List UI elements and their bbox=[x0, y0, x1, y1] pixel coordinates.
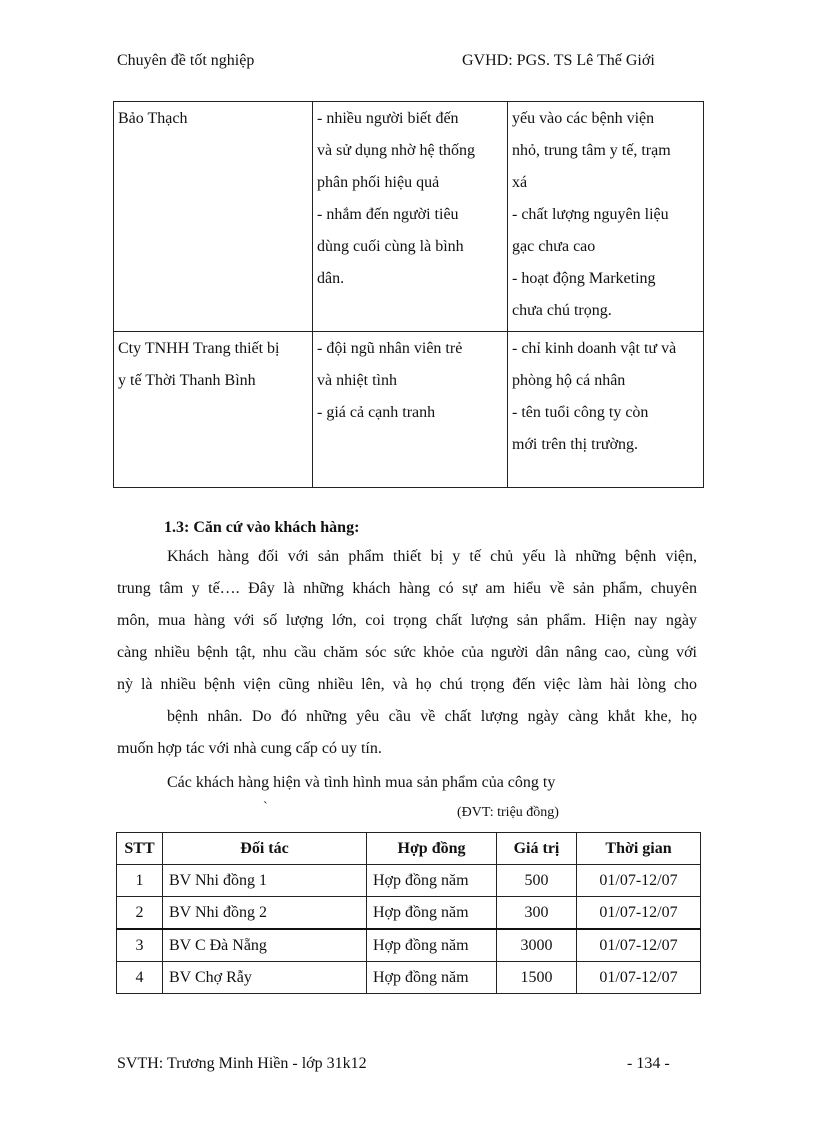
paragraph-line: nỳ là nhiều bệnh viện cũng nhiều lên, và họ chú trọng đến việc làm hài lòng cho bbox=[117, 676, 697, 693]
cell-partner: BV Chợ Rẫy bbox=[163, 962, 367, 994]
competitor-name: Bảo Thạch bbox=[114, 102, 313, 332]
cell-value: 500 bbox=[497, 865, 577, 897]
table-caption: Các khách hàng hiện và tình hình mua sản phẩm của công ty bbox=[167, 774, 556, 791]
table-row bbox=[117, 897, 701, 930]
unit-note: (ĐVT: triệu đồng) bbox=[457, 805, 559, 820]
table-header-row bbox=[117, 833, 701, 865]
competitor-table bbox=[113, 101, 704, 488]
cell-period: 01/07-12/07 bbox=[577, 962, 701, 994]
cell-period: 01/07-12/07 bbox=[577, 897, 701, 930]
paragraph-line: môn, mua hàng với số lượng lớn, coi trọng chất lượng sản phẩm. Hiện nay ngày bbox=[117, 612, 697, 629]
table-row bbox=[114, 332, 704, 488]
cell-contract: Hợp đồng năm bbox=[367, 962, 497, 994]
header-value: Giá trị bbox=[497, 833, 577, 865]
cell-stt: 2 bbox=[117, 897, 163, 930]
paragraph-line: trung tâm y tế…. Đây là những khách hàng có sự am hiểu về sản phẩm, chuyên bbox=[117, 580, 697, 597]
cell-stt: 1 bbox=[117, 865, 163, 897]
paragraph-line: bệnh nhân. Do đó những yêu cầu về chất lượng ngày càng khắt khe, họ bbox=[167, 708, 697, 725]
competitor-strengths: - nhiều người biết đến và sử dụng nhờ hệ thống phân phối hiệu quả - nhắm đến người tiêu dùng cuối cùng là bình dân. bbox=[313, 102, 508, 332]
footer-left: SVTH: Trương Minh Hiền - lớp 31k12 bbox=[117, 1055, 367, 1072]
header-right: GVHD: PGS. TS Lê Thế Giới bbox=[462, 52, 655, 69]
competitor-weaknesses: - chỉ kinh doanh vật tư và phòng hộ cá nhân - tên tuổi công ty còn mới trên thị trường. bbox=[508, 332, 704, 488]
cell-value: 300 bbox=[497, 897, 577, 930]
cell-value: 3000 bbox=[497, 929, 577, 962]
cell-period: 01/07-12/07 bbox=[577, 929, 701, 962]
paragraph bbox=[117, 541, 697, 765]
section-title: 1.3: Căn cứ vào khách hàng: bbox=[164, 519, 360, 536]
competitor-weaknesses: yếu vào các bệnh viện nhỏ, trung tâm y tế, trạm xá - chất lượng nguyên liệu gạc chưa cao - hoạt động Marketing chưa chú trọng. bbox=[508, 102, 704, 332]
cell-contract: Hợp đồng năm bbox=[367, 929, 497, 962]
cell-contract: Hợp đồng năm bbox=[367, 897, 497, 930]
table-row bbox=[117, 929, 701, 962]
stray-mark: ` bbox=[263, 800, 268, 815]
cell-contract: Hợp đồng năm bbox=[367, 865, 497, 897]
cell-period: 01/07-12/07 bbox=[577, 865, 701, 897]
table-row bbox=[117, 865, 701, 897]
competitor-name: Cty TNHH Trang thiết bị y tế Thời Thanh Bình bbox=[114, 332, 313, 488]
cell-stt: 4 bbox=[117, 962, 163, 994]
page-number: - 134 - bbox=[627, 1055, 670, 1072]
cell-partner: BV Nhi đồng 1 bbox=[163, 865, 367, 897]
header-period: Thời gian bbox=[577, 833, 701, 865]
cell-partner: BV Nhi đồng 2 bbox=[163, 897, 367, 930]
paragraph-line: Khách hàng đối với sản phẩm thiết bị y tế chủ yếu là những bệnh viện, bbox=[167, 548, 697, 565]
customer-table bbox=[116, 832, 701, 994]
header-stt: STT bbox=[117, 833, 163, 865]
header-partner: Đối tác bbox=[163, 833, 367, 865]
cell-value: 1500 bbox=[497, 962, 577, 994]
cell-stt: 3 bbox=[117, 929, 163, 962]
paragraph-line: muốn hợp tác với nhà cung cấp có uy tín. bbox=[117, 740, 382, 757]
competitor-strengths: - đội ngũ nhân viên trẻ và nhiệt tình - giá cả cạnh tranh bbox=[313, 332, 508, 488]
header-left: Chuyên đề tốt nghiệp bbox=[117, 52, 255, 69]
table-row bbox=[117, 962, 701, 994]
cell-partner: BV C Đà Nẵng bbox=[163, 929, 367, 962]
header-contract: Hợp đồng bbox=[367, 833, 497, 865]
table-row bbox=[114, 102, 704, 332]
paragraph-line: càng nhiều bệnh tật, nhu cầu chăm sóc sức khỏe của người dân nâng cao, cùng với bbox=[117, 644, 697, 661]
